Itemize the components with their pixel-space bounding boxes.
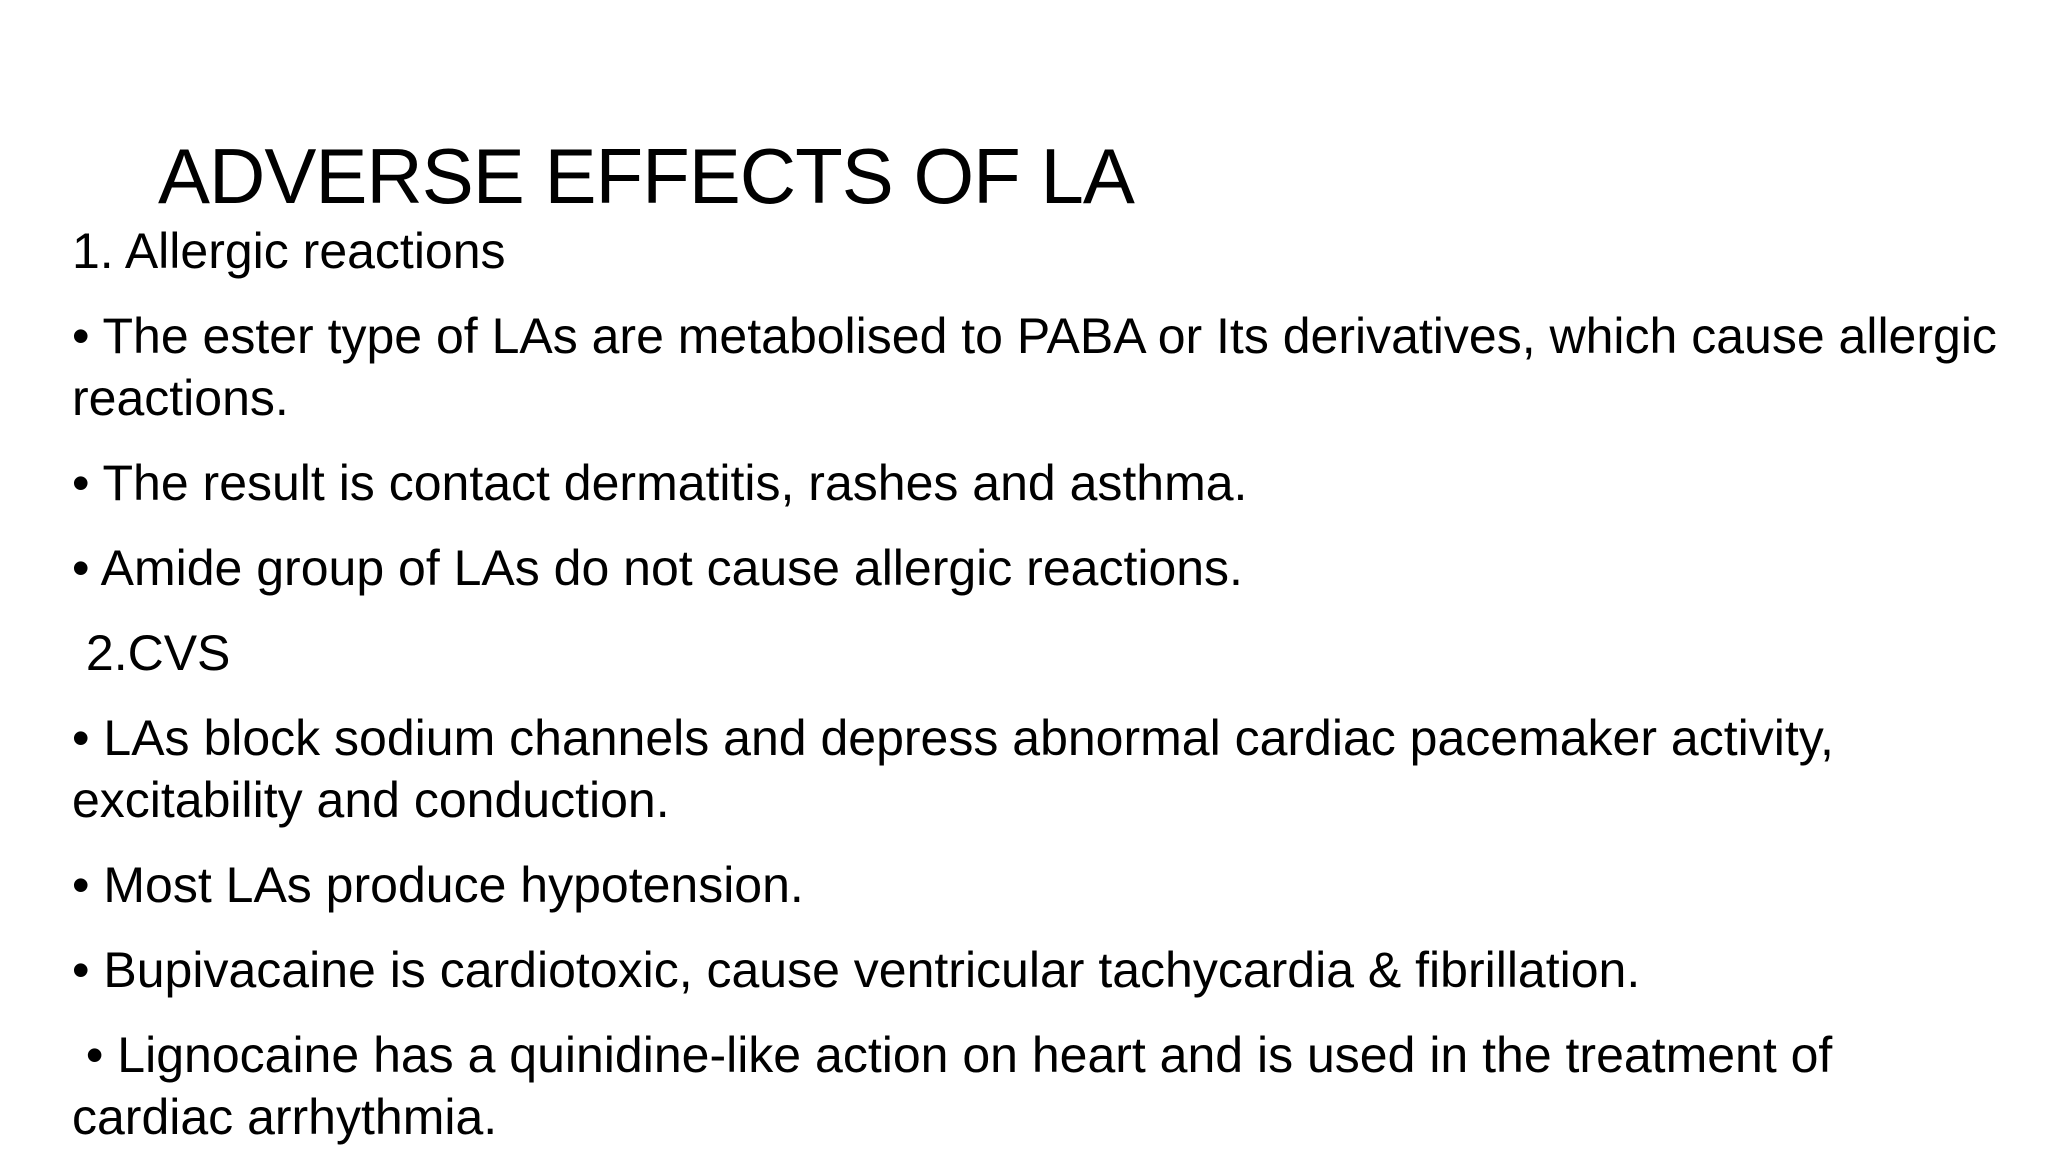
bullet-ester-metabolism: • The ester type of LAs are metabolised to PABA or Its derivatives, which cause allergic reactions. — [72, 308, 1997, 426]
bullet-amide-group: • Amide group of LAs do not cause allergic reactions. — [72, 540, 1243, 596]
bullet-hypotension: • Most LAs produce hypotension. — [72, 857, 804, 913]
bullet-lignocaine: • Lignocaine has a quinidine-like action on heart and is used in the treatment of cardiac arrhythmia. — [72, 1027, 1847, 1145]
bullet-bupivacaine: • Bupivacaine is cardiotoxic, cause ventricular tachycardia & fibrillation. — [72, 942, 1641, 998]
slide-title: ADVERSE EFFECTS OF LA — [158, 132, 1134, 220]
section-heading-allergic: 1. Allergic reactions — [72, 223, 506, 279]
section-heading-cvs: 2.CVS — [72, 625, 231, 681]
bullet-contact-dermatitis: • The result is contact dermatitis, rashes and asthma. — [72, 455, 1248, 511]
bullet-sodium-channels: • LAs block sodium channels and depress abnormal cardiac pacemaker activity, excitability and conduction. — [72, 710, 1834, 828]
slide-body — [72, 220, 2002, 1171]
